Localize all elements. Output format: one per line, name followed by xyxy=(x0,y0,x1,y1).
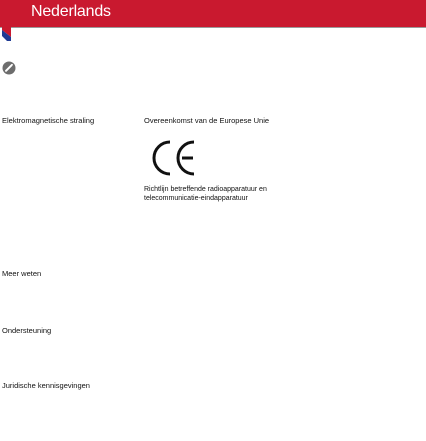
header-title: Nederlands xyxy=(31,3,111,20)
directive-text: Richtlijn betreffende radioapparatuur en telecommunicatie-eindapparatuur xyxy=(144,186,267,202)
back-chevron-icon[interactable] xyxy=(2,27,16,43)
legal-notices-link[interactable]: Juridische kennisgevingen xyxy=(2,381,90,390)
eu-conformity-label: Overeenkomst van de Europese Unie xyxy=(144,116,270,125)
info-icon[interactable] xyxy=(2,61,16,75)
header-bar xyxy=(0,0,426,27)
more-info-link[interactable]: Meer weten xyxy=(2,269,42,278)
ce-mark-icon xyxy=(151,138,199,183)
header-divider xyxy=(0,27,426,28)
emr-section-label: Elektromagnetische straling xyxy=(2,116,95,125)
support-link[interactable]: Ondersteuning xyxy=(2,326,52,335)
